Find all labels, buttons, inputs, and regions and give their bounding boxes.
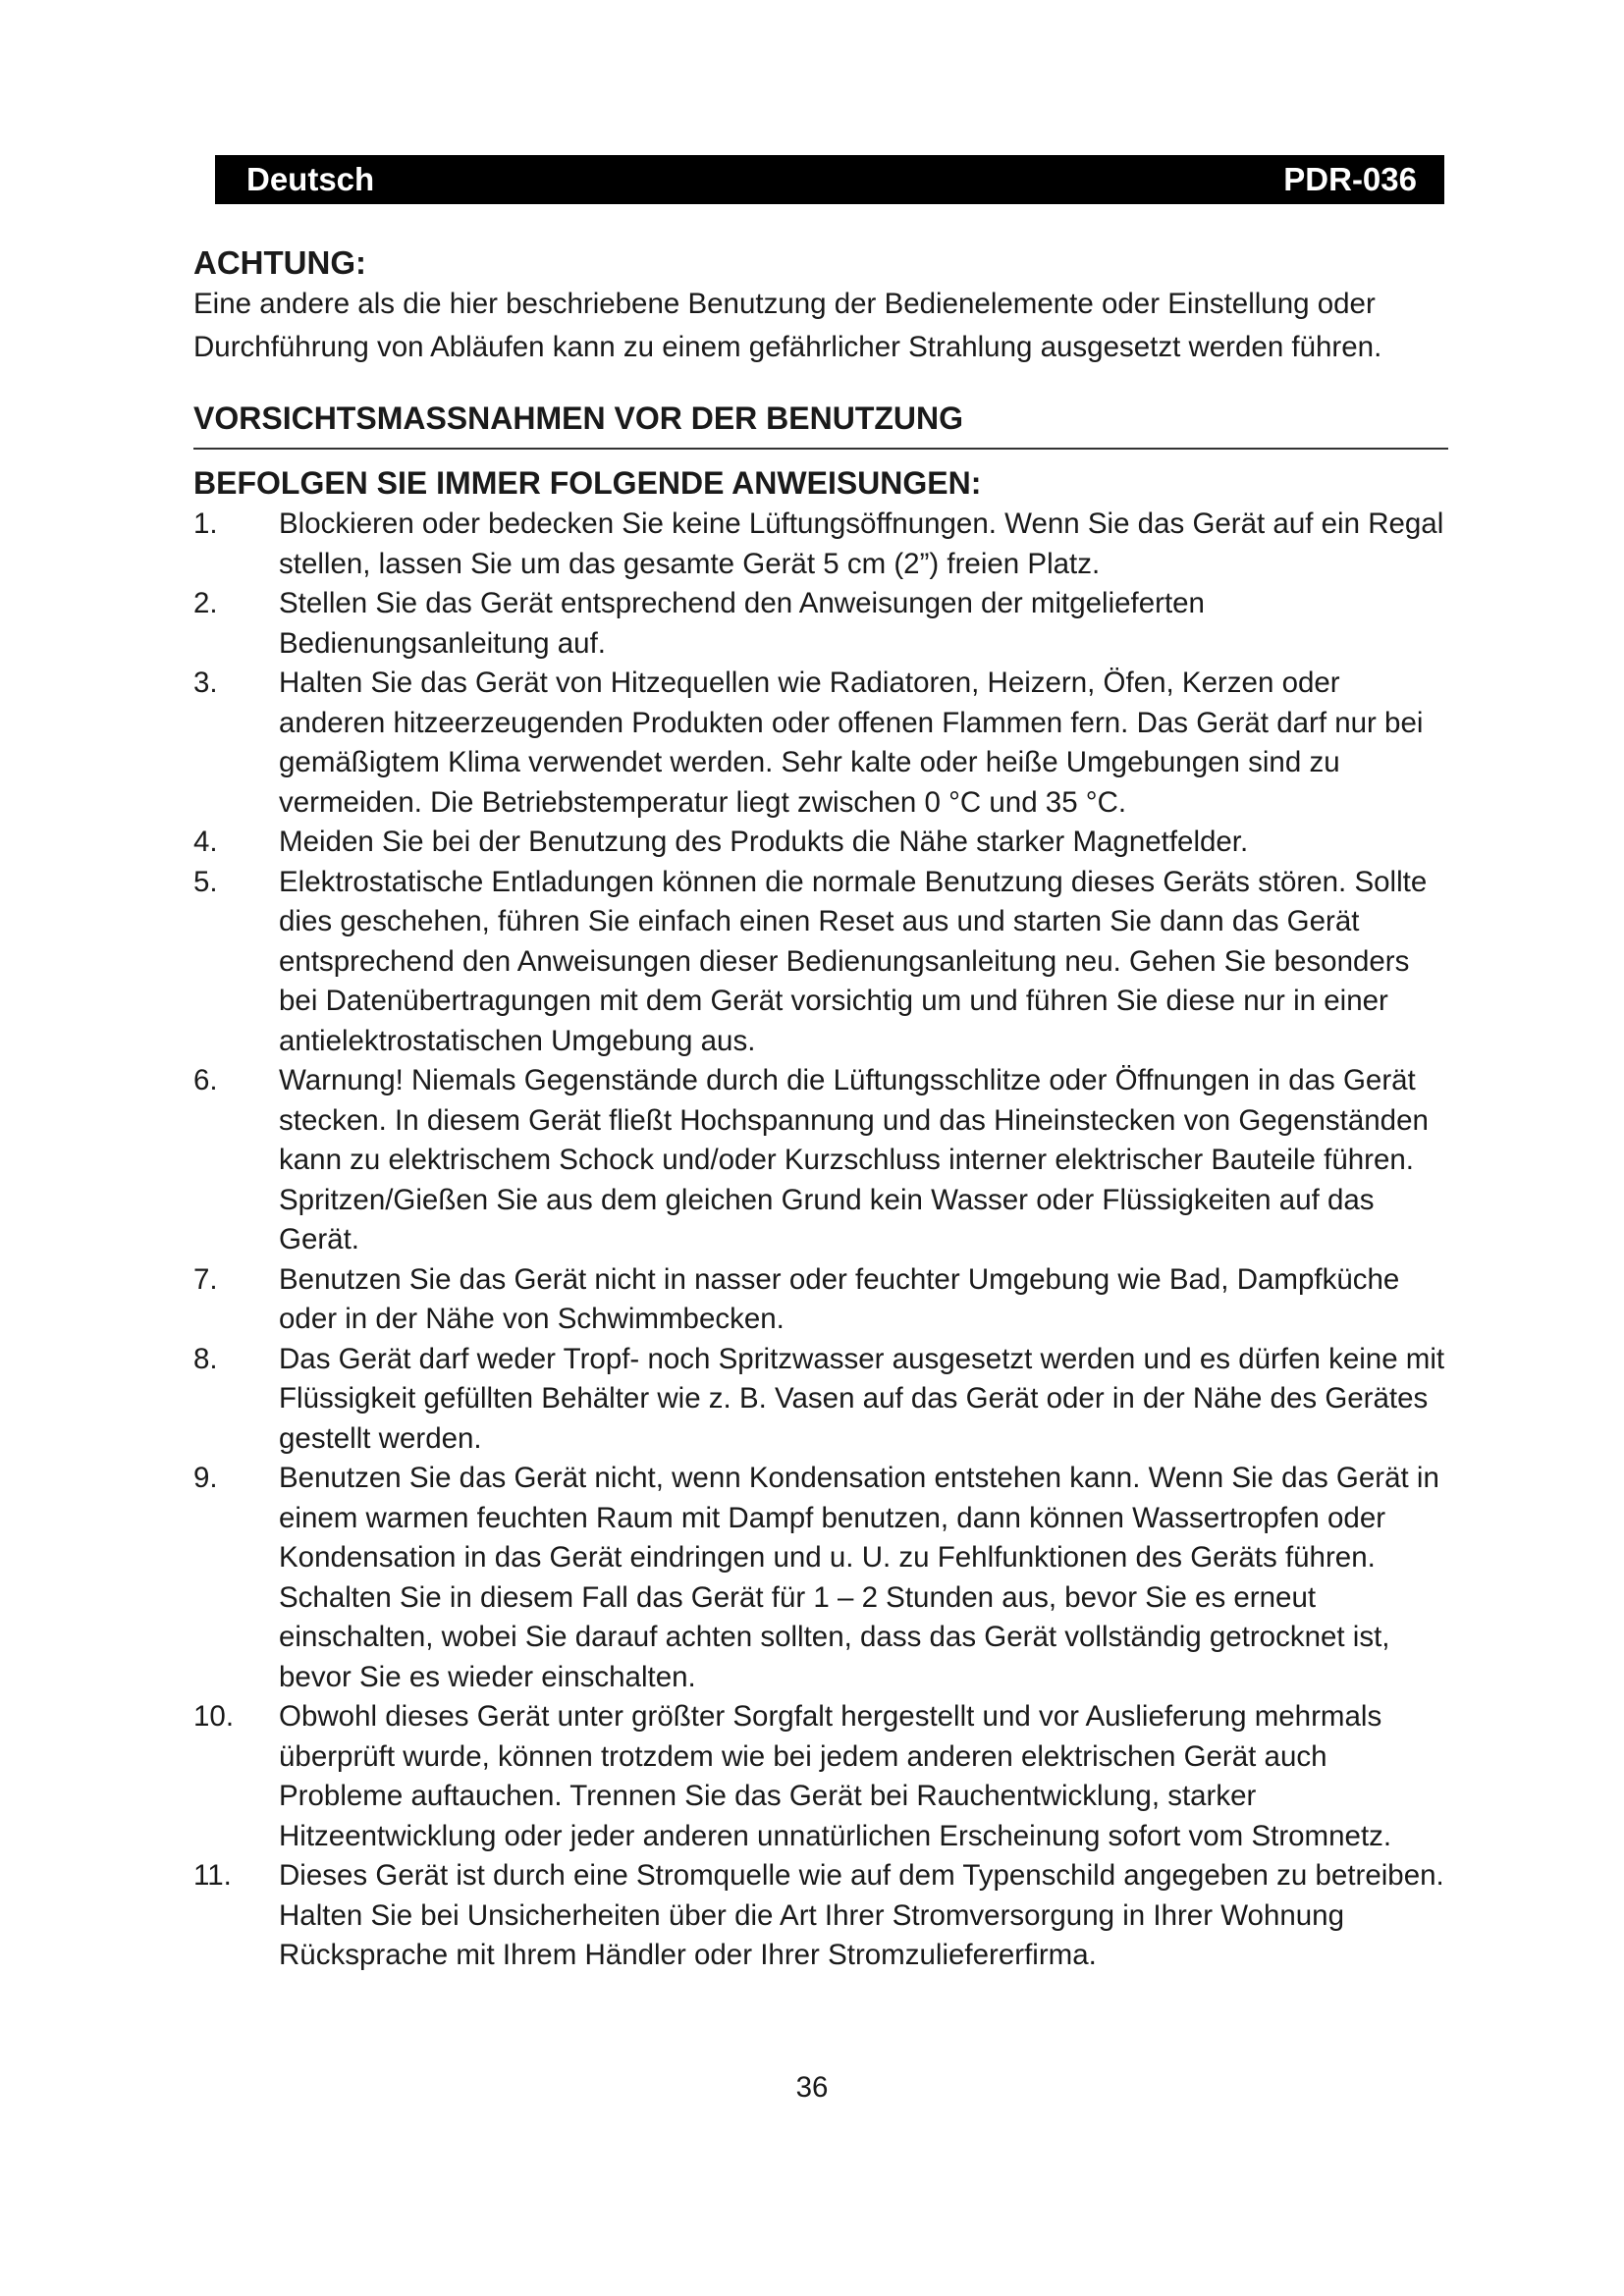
header-model: PDR-036: [1283, 161, 1417, 197]
list-item-number: 9.: [193, 1462, 218, 1494]
manual-page: [193, 155, 1448, 1976]
list-item-text: Halten Sie das Gerät von Hitzequellen wie Radiatoren, Heizern, Öfen, Kerzen oder anderen hitzeerzeugenden Produkten oder offenen Flammen fern. Das Gerät darf nur bei gemäßigtem Klima verwendet werden. Sehr kalte oder heiße Umgebungen sind zu vermeiden. Die Betriebstemperatur liegt zwischen 0 °C und 35 °C.: [279, 667, 1424, 819]
list-item-text: Benutzen Sie das Gerät nicht in nasser oder feuchter Umgebung wie Bad, Dampfküche oder in der Nähe von Schwimmbecken.: [279, 1262, 1400, 1335]
list-item-number: 3.: [193, 667, 218, 699]
list-item-text: Blockieren oder bedecken Sie keine Lüftungsöffnungen. Wenn Sie das Gerät auf ein Regal stellen, lassen Sie um das gesamte Gerät 5 cm (2”) freien Platz.: [279, 507, 1444, 580]
list-item-number: 5.: [193, 865, 218, 898]
instruction-list: [193, 505, 1448, 1976]
list-item: [193, 584, 1448, 664]
list-item-text: Dieses Gerät ist durch eine Stromquelle wie auf dem Typenschild angegeben zu betreiben. Halten Sie bei Unsicherheiten über die Art Ihrer Stromversorgung in Ihrer Wohnung Rücksprache mit Ihrem Händler oder Ihrer Stromzuliefererfirma.: [279, 1859, 1444, 1971]
list-item: [193, 1697, 1448, 1856]
list-item-number: 4.: [193, 826, 218, 858]
list-item-text: Obwohl dieses Gerät unter größter Sorgfalt hergestellt und vor Auslieferung mehrmals überprüft wurde, können trotzdem wie bei jedem anderen elektrischen Gerät auch Probleme auftauchen. Trennen Sie das Gerät bei Rauchentwicklung, starker Hitzeentwicklung oder jeder anderen unnatürlichen Erscheinung sofort vom Stromnetz.: [279, 1700, 1392, 1852]
list-item-number: 7.: [193, 1262, 218, 1296]
list-item: [193, 664, 1448, 823]
list-item: [193, 1061, 1448, 1260]
header-language: Deutsch: [246, 161, 375, 197]
list-item: [193, 823, 1448, 863]
list-item: [193, 1459, 1448, 1697]
list-item-text: Das Gerät darf weder Tropf- noch Spritzwasser ausgesetzt werden und es dürfen keine mit Flüssigkeit gefüllten Behälter wie z. B. Vasen auf das Gerät oder in der Nähe des Gerätes gestellt werden.: [279, 1342, 1445, 1455]
list-item: [193, 863, 1448, 1062]
list-item: [193, 505, 1448, 584]
list-item: [193, 1260, 1448, 1340]
list-item-number: 11.: [193, 1859, 232, 1892]
list-item-number: 6.: [193, 1064, 218, 1096]
list-item-number: 2.: [193, 587, 218, 619]
list-item-text: Stellen Sie das Gerät entsprechend den Anweisungen der mitgelieferten Bedienungsanleitung auf.: [279, 587, 1205, 660]
header-bar: [215, 155, 1444, 204]
list-item-text: Elektrostatische Entladungen können die normale Benutzung dieses Geräts stören. Sollte dies geschehen, führen Sie einfach einen Reset aus und starten Sie dann das Gerät entsprechend den Anweisungen dieser Bedienungsanleitung neu. Gehen Sie besonders bei Datenübertragungen mit dem Gerät vorsichtig um und führen Sie diese nur in einer antielektrostatischen Umgebung aus.: [279, 865, 1428, 1057]
list-item: [193, 1856, 1448, 1976]
list-item: [193, 1340, 1448, 1460]
warning-text: Eine andere als die hier beschriebene Benutzung der Bedienelemente oder Einstellung oder Durchführung von Abläufen kann zu einem gefährlicher Strahlung ausgesetzt werden führen.: [193, 288, 1382, 363]
list-item-text: Meiden Sie bei der Benutzung des Produkts die Nähe starker Magnetfelder.: [279, 826, 1249, 858]
page-number: 36: [795, 2071, 829, 2104]
list-item-text: Benutzen Sie das Gerät nicht, wenn Kondensation entstehen kann. Wenn Sie das Gerät in einem warmen feuchten Raum mit Dampf benutzen, dann können Wassertropfen oder Kondensation in das Gerät eindringen und u. U. zu Fehlfunktionen des Geräts führen. Schalten Sie in diesem Fall das Gerät für 1 – 2 Stunden aus, bevor Sie es erneut einschalten, wobei Sie darauf achten sollten, dass das Gerät vollständig getrocknet ist, bevor Sie es wieder einschalten.: [279, 1462, 1439, 1693]
warning-title: ACHTUNG:: [193, 244, 366, 281]
list-item-text: Warnung! Niemals Gegenstände durch die Lüftungsschlitze oder Öffnungen in das Gerät stecken. In diesem Gerät fließt Hochspannung und das Hineinstecken von Gegenständen kann zu elektrischem Schock und/oder Kurzschluss interner elektrischer Bauteile führen. Spritzen/Gießen Sie aus dem gleichen Grund kein Wasser oder Flüssigkeiten auf das Gerät.: [279, 1064, 1429, 1255]
list-item-number: 1.: [193, 507, 218, 540]
list-item-number: 8.: [193, 1342, 218, 1375]
section-title: VORSICHTSMASSNAHMEN VOR DER BENUTZUNG: [193, 395, 1448, 450]
section-subtitle: BEFOLGEN SIE IMMER FOLGENDE ANWEISUNGEN:: [193, 465, 982, 501]
list-item-number: 10.: [193, 1700, 235, 1733]
